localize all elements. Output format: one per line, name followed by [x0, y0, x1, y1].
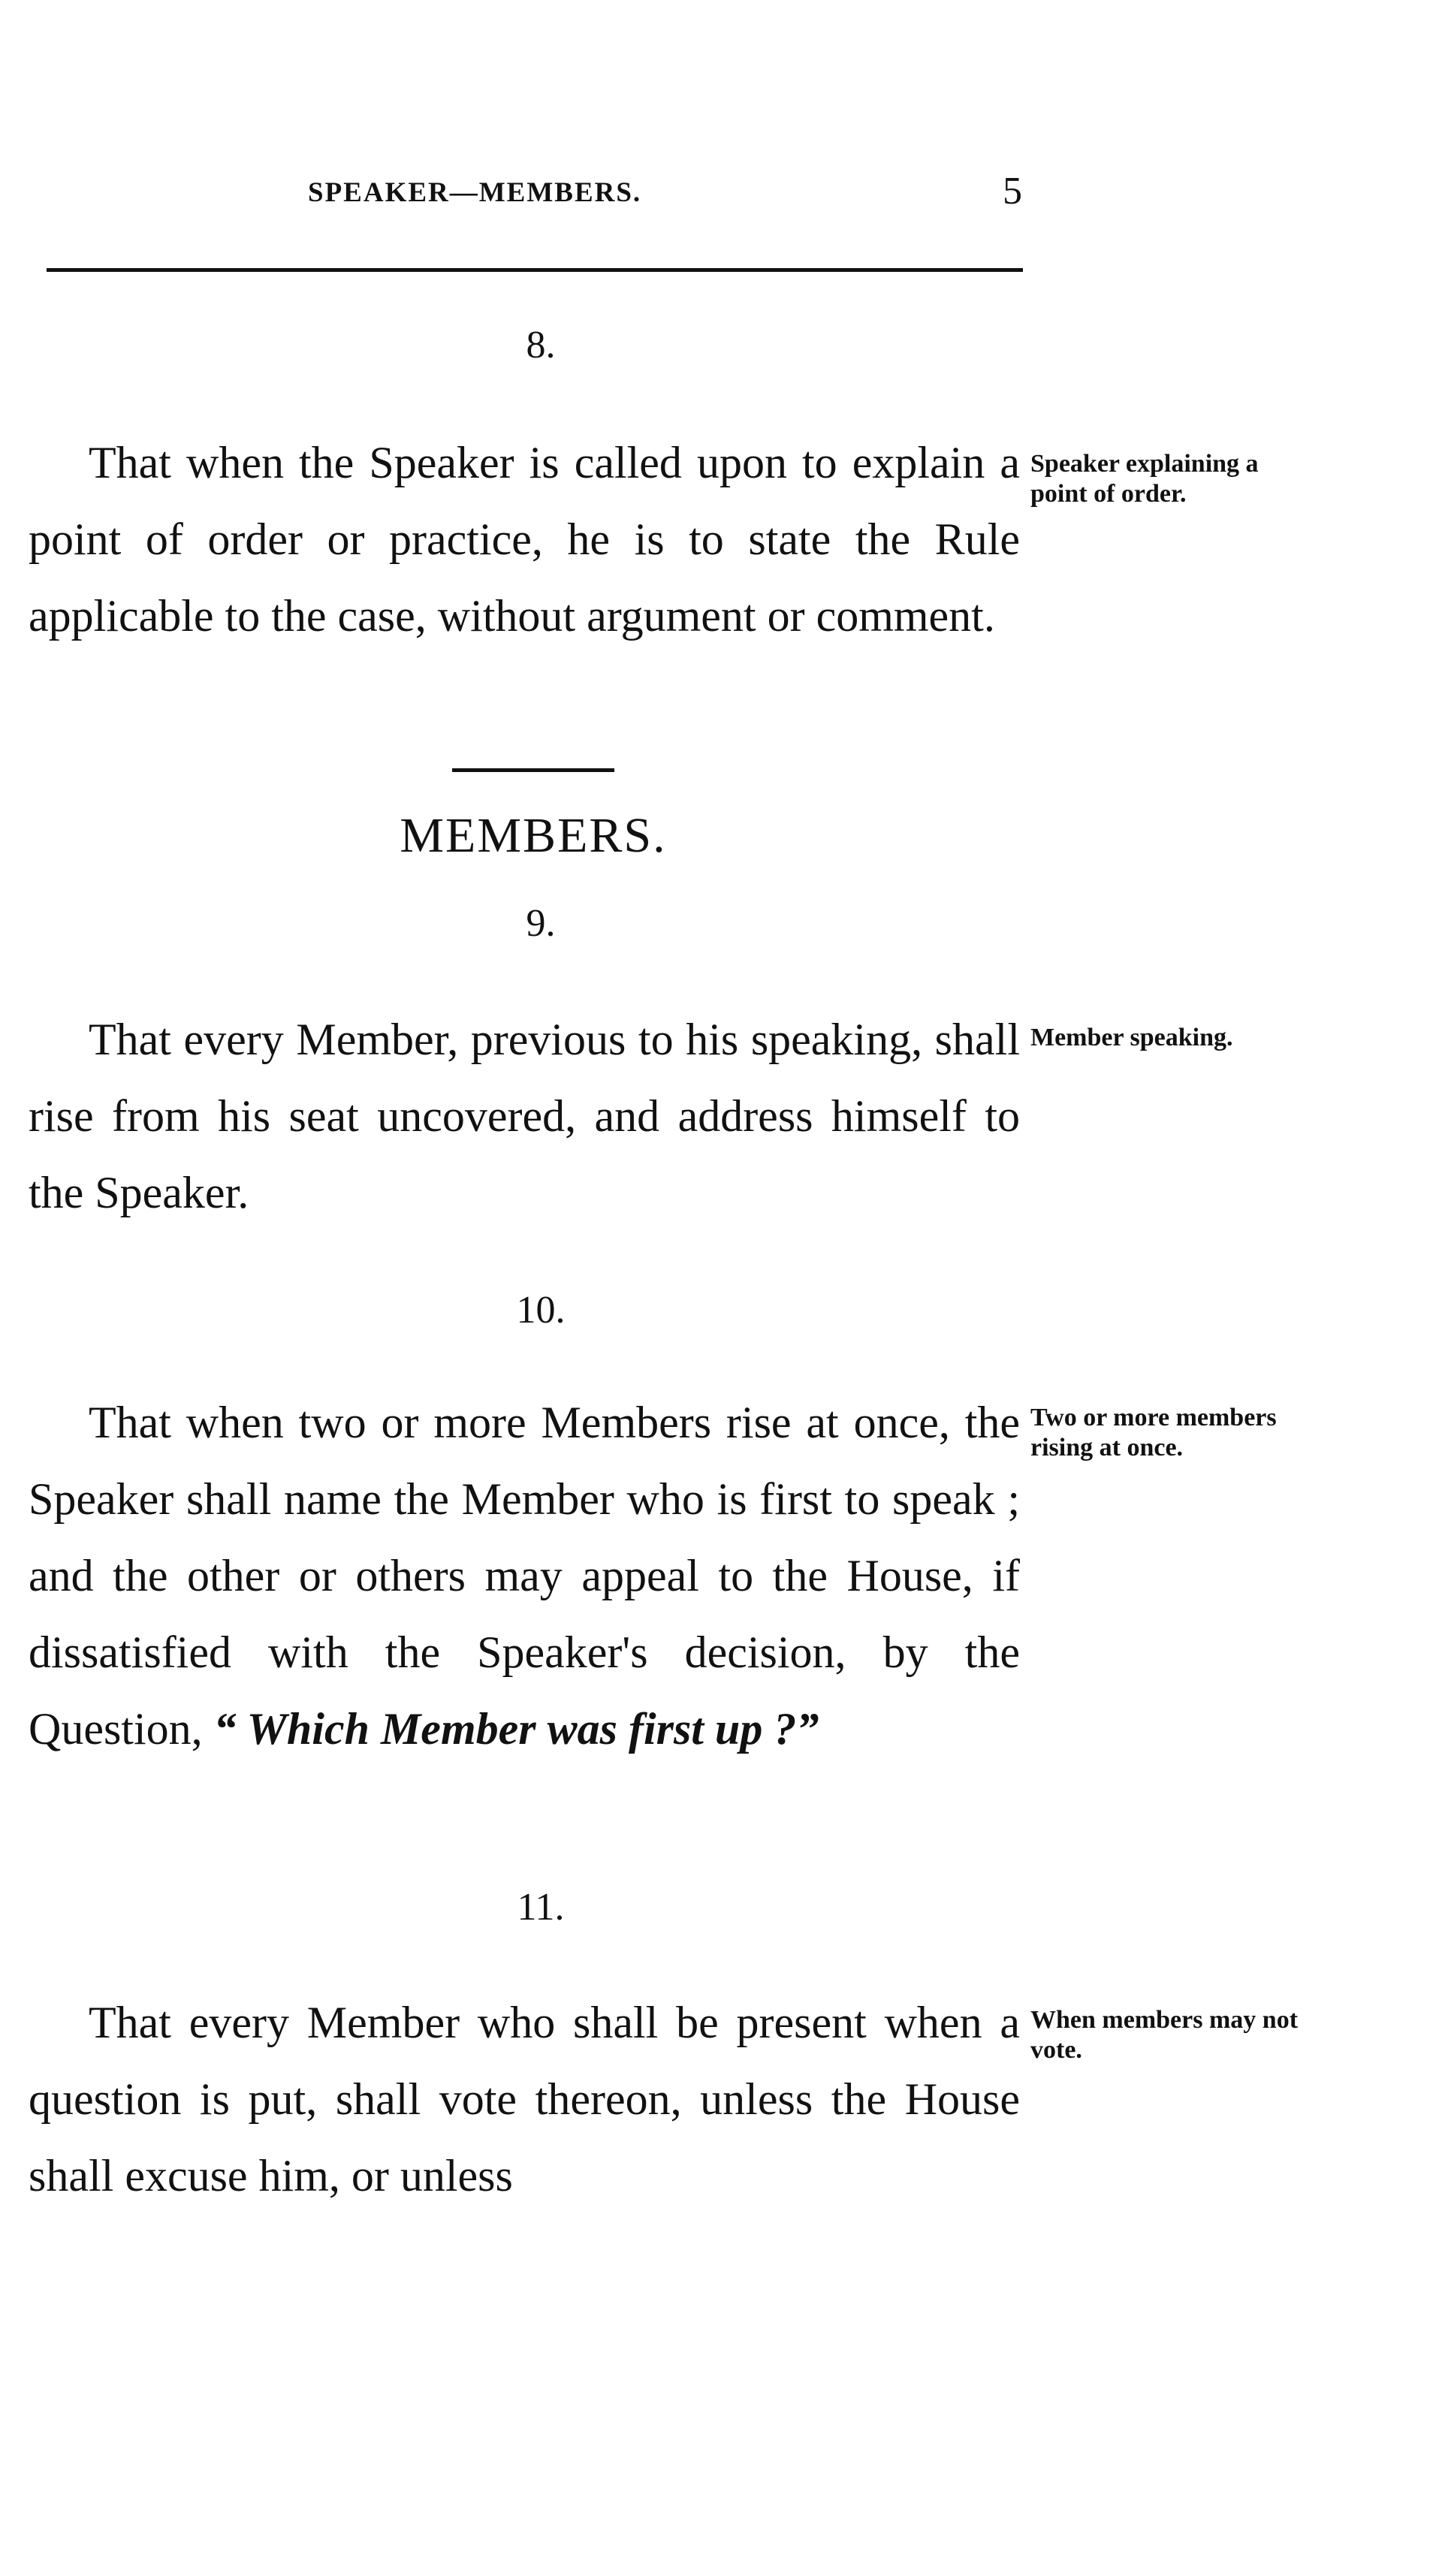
- rule-9-text: [29, 1001, 1020, 1231]
- rule-10-text: [29, 1384, 1020, 1767]
- running-title: SPEAKER—MEMBERS.: [308, 177, 642, 208]
- rule-number-8: 8.: [526, 324, 556, 366]
- rule-number-9: 9.: [526, 902, 556, 945]
- rule-10-question: “ Which Member was first up ?”: [213, 1704, 819, 1754]
- rule-number-11: 11.: [517, 1886, 565, 1929]
- section-divider: [452, 768, 614, 772]
- margin-note-10: Two or more members rising at once.: [1030, 1404, 1277, 1461]
- rule-11-text: [29, 1984, 1020, 2214]
- rule-11-body: That every Member who shall be present when a question is put, shall vote thereon, unless the House shall excuse him, or unless: [29, 1998, 1020, 2200]
- rule-10-body: That when two or more Members rise at once, the Speaker shall name the Member who is first to speak ; and the other or others may appeal to the House, if dissatisfied with the Speaker's decision, by the Question,: [29, 1398, 1020, 1754]
- rule-number-10: 10.: [516, 1289, 566, 1332]
- rule-8-text: [29, 424, 1020, 654]
- section-heading: MEMBERS.: [400, 808, 667, 863]
- rule-9-body: That every Member, previous to his speaking, shall rise from his seat uncovered, and address himself to the Speaker.: [29, 1015, 1020, 1217]
- page-number: 5: [1003, 170, 1022, 213]
- rule-8-body: That when the Speaker is called upon to explain a point of order or practice, he is to state the Rule applicable to the case, without argument or comment.: [29, 438, 1020, 641]
- running-head: [293, 169, 1022, 222]
- margin-note-8: Speaker explaining a point of order.: [1030, 450, 1259, 508]
- header-divider: [47, 268, 1023, 272]
- margin-note-11: When members may not vote.: [1030, 2006, 1299, 2064]
- margin-note-9: Member speaking.: [1030, 1024, 1233, 1051]
